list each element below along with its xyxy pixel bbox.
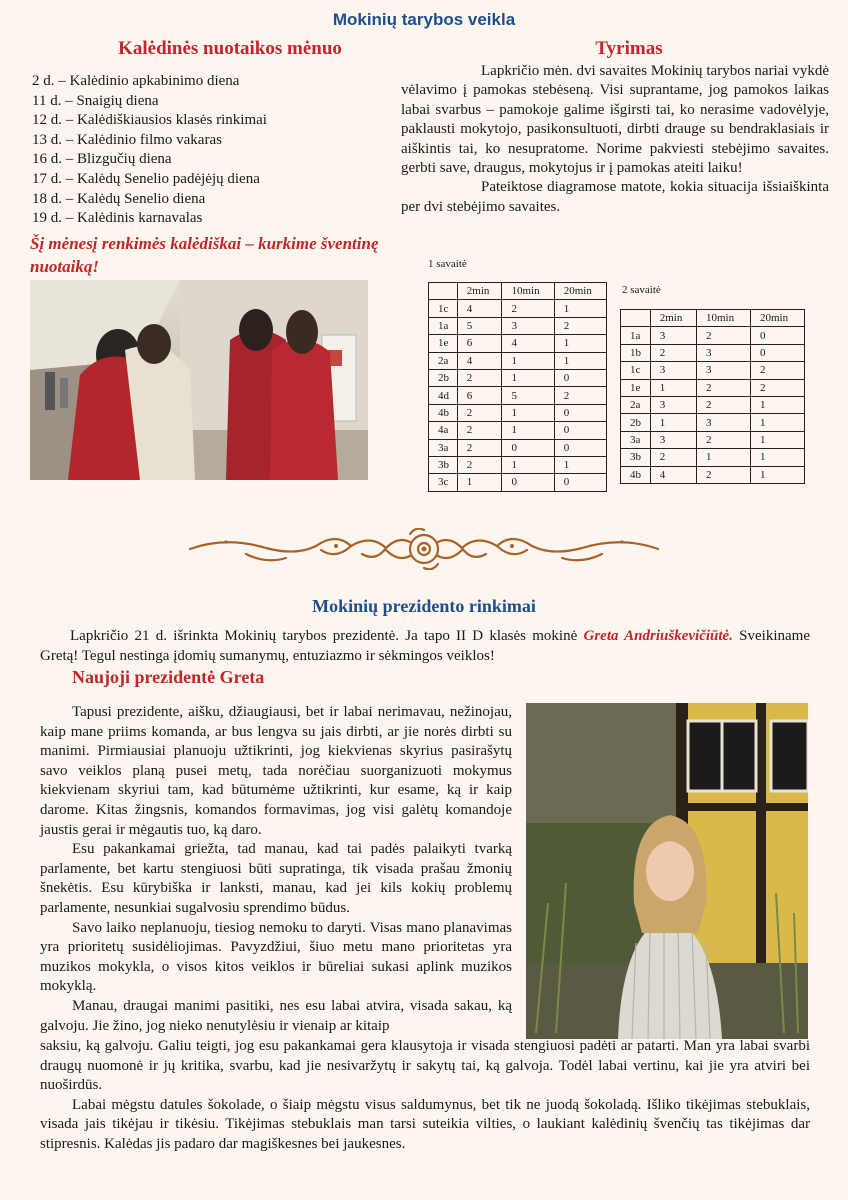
table-header-row [621, 310, 805, 327]
list-item: 13 d. – Kalėdinio filmo vakaras [32, 131, 222, 148]
table-row [429, 404, 607, 421]
count-cell: 2 [457, 422, 502, 439]
table-header-cell: 2min [457, 283, 502, 300]
interview-text [40, 703, 512, 1036]
count-cell: 1 [750, 396, 804, 413]
table-row [429, 335, 607, 352]
table-header-cell [621, 310, 651, 327]
class-cell: 4d [429, 387, 458, 404]
count-cell: 3 [650, 327, 696, 344]
table-row [621, 396, 805, 413]
table-row [621, 466, 805, 483]
count-cell: 6 [457, 335, 502, 352]
count-cell: 1 [750, 431, 804, 448]
interview-paragraph: Manau, draugai manimi pasitiki, nes esu labai atvira, visada sakau, ką galvoju. Jie žino, jog nieko nenutylėsiu ir vienaip ar kitaip [40, 997, 512, 1034]
count-cell: 4 [650, 466, 696, 483]
class-cell: 2b [429, 369, 458, 386]
count-cell: 2 [554, 387, 606, 404]
count-cell: 0 [502, 439, 554, 456]
count-cell: 2 [554, 317, 606, 334]
ornament-divider [186, 528, 662, 570]
table-header-cell: 10min [502, 283, 554, 300]
count-cell: 2 [457, 369, 502, 386]
interview-paragraph: saksiu, ką galvoju. Galiu teigti, jog esu pakankamai gera klausytoja ir visada stengiuosi padėti ar patarti. Man yra labai svarbi draugų nuomonė ir jų kritika, svarbu, kad jie nesivaržytų ir sakytų tai, ką galvoja. Todėl labai vertinu, kai jie yra atviri bei nuoširdūs. [40, 1038, 810, 1094]
list-item: 19 d. – Kalėdinis karnavalas [32, 210, 203, 227]
count-cell: 1 [502, 369, 554, 386]
count-cell: 1 [750, 414, 804, 431]
count-cell: 0 [554, 404, 606, 421]
class-cell: 1a [621, 327, 651, 344]
class-cell: 3a [429, 439, 458, 456]
interview-paragraph: Esu pakankamai griežta, tad manau, kad tai padės palaikyti tvarką parlamente, bet kartu stengiuosi būti supratinga, tik visada prašau žmonių šnekėtis. Esu kūrybiška ir lanksti, manau, kad jei kils kokių problemų parlamente, nesunkiai sugalvosiu sprendimo būdus. [40, 841, 512, 916]
count-cell: 0 [750, 344, 804, 361]
interview-paragraph: Labai mėgstu datules šokolade, o šiaip mėgstu visus saldumynus, bet tik ne juodą šokoladą. Išliko tikėjimas stebuklais, visada jais tikėjau ir tikėsiu. Tikėjimas stebuklais man tarsi suteikia vilties, o laukiant kalėdinių švenčių tas tikėjimas dar stipresnis. Kalėdas jis padaro dar magiškesnes bei jaukesnes. [40, 1096, 810, 1152]
interview-subtitle: Naujoji prezidentė Greta [72, 667, 265, 687]
count-cell: 0 [554, 369, 606, 386]
president-title: Mokinių prezidento rinkimai [312, 596, 536, 616]
count-cell: 1 [502, 422, 554, 439]
class-cell: 1b [621, 344, 651, 361]
president-name: Greta Andriuškevičiūtė. [583, 628, 733, 644]
table-header-row [429, 283, 607, 300]
count-cell: 1 [502, 352, 554, 369]
count-cell: 2 [750, 379, 804, 396]
table-row [429, 474, 607, 491]
list-item: 16 d. – Blizgučių diena [32, 151, 172, 168]
count-cell: 1 [650, 379, 696, 396]
class-cell: 3b [621, 449, 651, 466]
count-cell: 4 [502, 335, 554, 352]
president-photo [526, 703, 808, 1039]
class-cell: 1c [621, 362, 651, 379]
count-cell: 2 [696, 431, 750, 448]
count-cell: 3 [696, 362, 750, 379]
table-row [621, 327, 805, 344]
interview-paragraph: Tapusi prezidente, aišku, džiaugiausi, bet ir labai nerimavau, nežinojau, kaip mane priims komanda, ar bus lengva su jais dirbti, ar jie norės dirbti su manimi. Pirmiausiai planuoju užtikrinti, jog kiekvienas skyrius pasirašytų savo veiklos planą pusei metų, tada norėčiau suorganizuoti mokymus kiekvienam skyriui tam, kad būtumėme užtikrinti, kur esame, ką ir kaip darome. Kitas žingsnis, komandos formavimas, jog visi galėtų komandoje jaustis gerai ir mėgautis tuo, ką daro. [40, 704, 512, 838]
table-header-cell: 20min [554, 283, 606, 300]
table-row [621, 449, 805, 466]
class-cell: 4b [429, 404, 458, 421]
table-row [621, 379, 805, 396]
count-cell: 2 [457, 404, 502, 421]
list-item: 11 d. – Snaigių diena [32, 92, 159, 109]
count-cell: 6 [457, 387, 502, 404]
table-row [621, 431, 805, 448]
week1-table [428, 282, 607, 492]
table-row [429, 352, 607, 369]
intro-text: Lapkričio 21 d. išrinkta Mokinių tarybos prezidentė. Ja tapo II D klasės mokinė [70, 628, 584, 644]
count-cell: 1 [502, 404, 554, 421]
table-header-cell [429, 283, 458, 300]
list-item: 18 d. – Kalėdų Senelio diena [32, 190, 206, 207]
count-cell: 1 [554, 300, 606, 317]
count-cell: 2 [696, 327, 750, 344]
class-cell: 3b [429, 456, 458, 473]
list-item: 2 d. – Kalėdinio apkabinimo diena [32, 73, 240, 89]
count-cell: 1 [696, 449, 750, 466]
count-cell: 1 [554, 352, 606, 369]
table-row [429, 456, 607, 473]
count-cell: 1 [457, 474, 502, 491]
class-cell: 4b [621, 466, 651, 483]
ornament-icon [186, 528, 662, 570]
table-row [429, 369, 607, 386]
week2-title: 2 savaitė [622, 284, 661, 296]
count-cell: 1 [502, 456, 554, 473]
count-cell: 1 [750, 449, 804, 466]
count-cell: 4 [457, 352, 502, 369]
count-cell: 2 [650, 449, 696, 466]
research-paragraph: Pateiktose diagramose matote, kokia situacija išsiaiškinta per dvi stebėjimo savaites. [401, 179, 829, 215]
count-cell: 2 [457, 439, 502, 456]
list-item: 12 d. – Kalėdiškiausios klasės rinkimai [32, 112, 267, 129]
count-cell: 1 [554, 335, 606, 352]
menu-title: Kalėdinės nuotaikos mėnuo [118, 38, 342, 59]
count-cell: 0 [554, 439, 606, 456]
research-paragraph: Lapkričio mėn. dvi savaites Mokinių tarybos nariai vykdė vėlavimo į pamokas stebėseną. Visi suprantame, jog pamokos laikas labai svarbus – pamokoje galime išgirsti tai, ko nerasime vadovėlyje, paklausti mokytojo, pasikonsultuoti, dirbti drauge su bendraklasiais ir aiškintis tai, ko nesupratome. Norime pakviesti stebėjimo savaites. gerbti save, draugus, mokytojus ir į pamokas ateiti laiku! [401, 63, 829, 177]
class-cell: 2a [429, 352, 458, 369]
count-cell: 5 [502, 387, 554, 404]
class-cell: 2a [621, 396, 651, 413]
table-header-cell: 10min [696, 310, 750, 327]
president-intro [40, 626, 810, 666]
table-row [429, 439, 607, 456]
research-text [401, 62, 829, 217]
count-cell: 3 [650, 396, 696, 413]
list-item: 17 d. – Kalėdų Senelio padėjėjų diena [32, 170, 260, 187]
count-cell: 2 [457, 456, 502, 473]
table-header-cell: 20min [750, 310, 804, 327]
class-cell: 1e [621, 379, 651, 396]
class-cell: 1a [429, 317, 458, 334]
count-cell: 2 [696, 466, 750, 483]
count-cell: 2 [696, 396, 750, 413]
count-cell: 3 [650, 431, 696, 448]
week1-title: 1 savaitė [428, 258, 467, 270]
table-row [429, 422, 607, 439]
count-cell: 0 [554, 474, 606, 491]
hug-photo-image [30, 280, 368, 480]
count-cell: 3 [696, 344, 750, 361]
count-cell: 4 [457, 300, 502, 317]
event-list [32, 72, 372, 229]
interview-paragraph: Savo laiko neplanuoju, tiesiog nemoku to daryti. Visas mano planavimas yra prioritetų susidėliojimas. Pavyzdžiui, šiuo metu mano prioritetas yra muzikos mokykla, o visos kitos veiklos ir būreliai sukasi aplink muzikos mokyklą. [40, 919, 512, 995]
table-row [429, 300, 607, 317]
table-row [429, 317, 607, 334]
count-cell: 1 [750, 466, 804, 483]
count-cell: 3 [650, 362, 696, 379]
table-row [621, 414, 805, 431]
count-cell: 1 [650, 414, 696, 431]
count-cell: 3 [502, 317, 554, 334]
hug-photo [30, 280, 368, 480]
count-cell: 0 [502, 474, 554, 491]
masthead: Mokinių tarybos veikla [332, 10, 516, 29]
slogan: Šį mėnesį renkimės kalėdiškai – kurkime šventinę nuotaiką! [30, 234, 379, 276]
week2-table [620, 309, 805, 484]
table-row [621, 362, 805, 379]
count-cell: 2 [696, 379, 750, 396]
research-title: Tyrimas [595, 38, 663, 59]
interview-text-continued [40, 1037, 810, 1155]
class-cell: 4a [429, 422, 458, 439]
count-cell: 0 [554, 422, 606, 439]
count-cell: 1 [554, 456, 606, 473]
count-cell: 5 [457, 317, 502, 334]
class-cell: 1e [429, 335, 458, 352]
count-cell: 2 [650, 344, 696, 361]
table-header-cell: 2min [650, 310, 696, 327]
class-cell: 2b [621, 414, 651, 431]
intro-text-end: Sveikiname Gretą! Tegul nestinga įdomių sumanymų, entuziazmo ir sėkmingos veiklos! [40, 628, 810, 664]
class-cell: 1c [429, 300, 458, 317]
count-cell: 2 [502, 300, 554, 317]
table-row [621, 344, 805, 361]
class-cell: 3a [621, 431, 651, 448]
count-cell: 0 [750, 327, 804, 344]
count-cell: 2 [750, 362, 804, 379]
count-cell: 3 [696, 414, 750, 431]
president-photo-image [526, 703, 808, 1039]
class-cell: 3c [429, 474, 458, 491]
table-row [429, 387, 607, 404]
